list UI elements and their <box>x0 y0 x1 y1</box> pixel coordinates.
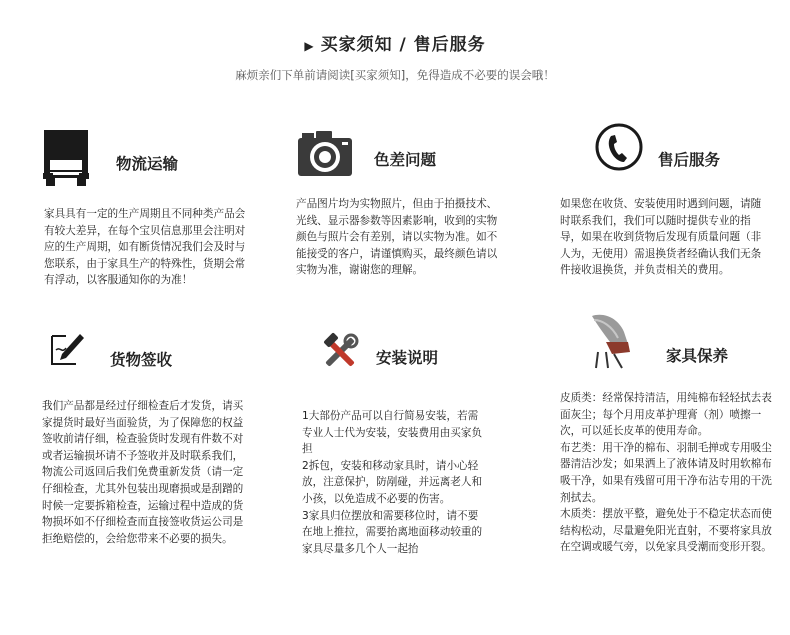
section-paragraph: 2拆包，安装和移动家具时，请小心轻放，注意保护，防剐碰，并远离老人和小孩，以免造成不必要的伤害。 <box>302 459 483 505</box>
page-title-text: 买家须知 / 售后服务 <box>320 35 486 55</box>
section-paragraph: 木质类：摆放平整，避免处于不稳定状态而使结构松动，尽量避免阳光直射，不要将家具放在空调或暖气旁，以免家具受潮而变形开裂。 <box>560 508 772 554</box>
sign-pen-icon <box>46 328 86 372</box>
tools-icon <box>320 332 360 376</box>
page-header <box>0 30 790 83</box>
play-arrow-icon: ▶ <box>304 39 315 53</box>
armchair-icon <box>584 312 634 374</box>
section-title: 售后服务 <box>658 151 721 169</box>
page-subtitle: 麻烦亲们下单前请阅读[买家须知]，免得造成不必要的误会哦！ <box>235 68 555 82</box>
truck-icon <box>42 128 90 192</box>
camera-icon <box>296 128 354 182</box>
section-paragraph: 如果您在收货、安装使用时遇到问题，请随时联系我们，我们可以随时提供专业的指导，如果在收到货物后发现有质量问题（非人为，无使用）需退换货者经确认我们无条件接收退换货，并负责相关的费用。 <box>560 198 762 277</box>
section-paragraph: 我们产品都是经过仔细检查后才发货，请买家提货时最好当面验货，为了保障您的权益签收前请仔细，检查验货时发现有件数不对或者运输损坏请不予签收并及时联系我们，物流公司返回后我们免费重新发货（请一定仔细检查，尤其外包装出现磨损或是刮蹭的时候一定要拆箱检查，运输过程中造成的货物损坏如不仔细检查而直接签收货运公司是拒绝赔偿的，会给您带来不必要的损失。 <box>42 400 244 545</box>
section-title: 安装说明 <box>376 349 439 367</box>
section-text <box>560 390 772 556</box>
section-paragraph: 皮质类：经常保持清洁，用纯棉布轻轻拭去表面灰尘；每个月用皮革护理膏（剂）喷擦一次，可以延长皮革的使用寿命。 <box>560 392 772 438</box>
section-paragraph: 3家具归位摆放和需要移位时，请不要在地上推拉，需要抬离地面移动较重的家具尽量多几个人一起抬 <box>302 509 483 555</box>
section-title: 家具保养 <box>666 347 729 365</box>
page-title <box>0 30 790 55</box>
section-text <box>44 206 250 289</box>
section-text <box>560 196 770 279</box>
section-paragraph: 1大部份产品可以自行简易安装，若需专业人士代为安装，安装费用由买家负担 <box>302 410 483 456</box>
section-title: 物流运输 <box>116 155 179 173</box>
section-text <box>42 398 248 547</box>
section-text <box>302 408 488 557</box>
section-title: 货物签收 <box>110 351 173 369</box>
section-text <box>296 196 502 279</box>
phone-icon <box>594 122 644 176</box>
section-title: 色差问题 <box>374 151 437 169</box>
section-paragraph: 产品图片均为实物照片，但由于拍摄技术、光线、显示器参数等因素影响，收到的实物颜色与照片会有差别，请以实物为准。如不能接受的客户，请谨慎购买，最终颜色请以实物为准，谢谢您的理解。 <box>296 198 498 277</box>
section-paragraph: 家具具有一定的生产周期且不同种类产品会有较大差异，在每个宝贝信息那里会注明对应的生产周期，如有断货情况我们会及时与您联系，由于家具生产的特殊性，货期会常有浮动，以客服通知你的为准！ <box>44 208 246 287</box>
section-paragraph: 布艺类：用干净的棉布、羽制毛掸或专用吸尘器清洁沙发；如果洒上了液体请及时用软棉布吸干净，如果有残留可用干净布沾专用的干洗剂拭去。 <box>560 441 772 504</box>
